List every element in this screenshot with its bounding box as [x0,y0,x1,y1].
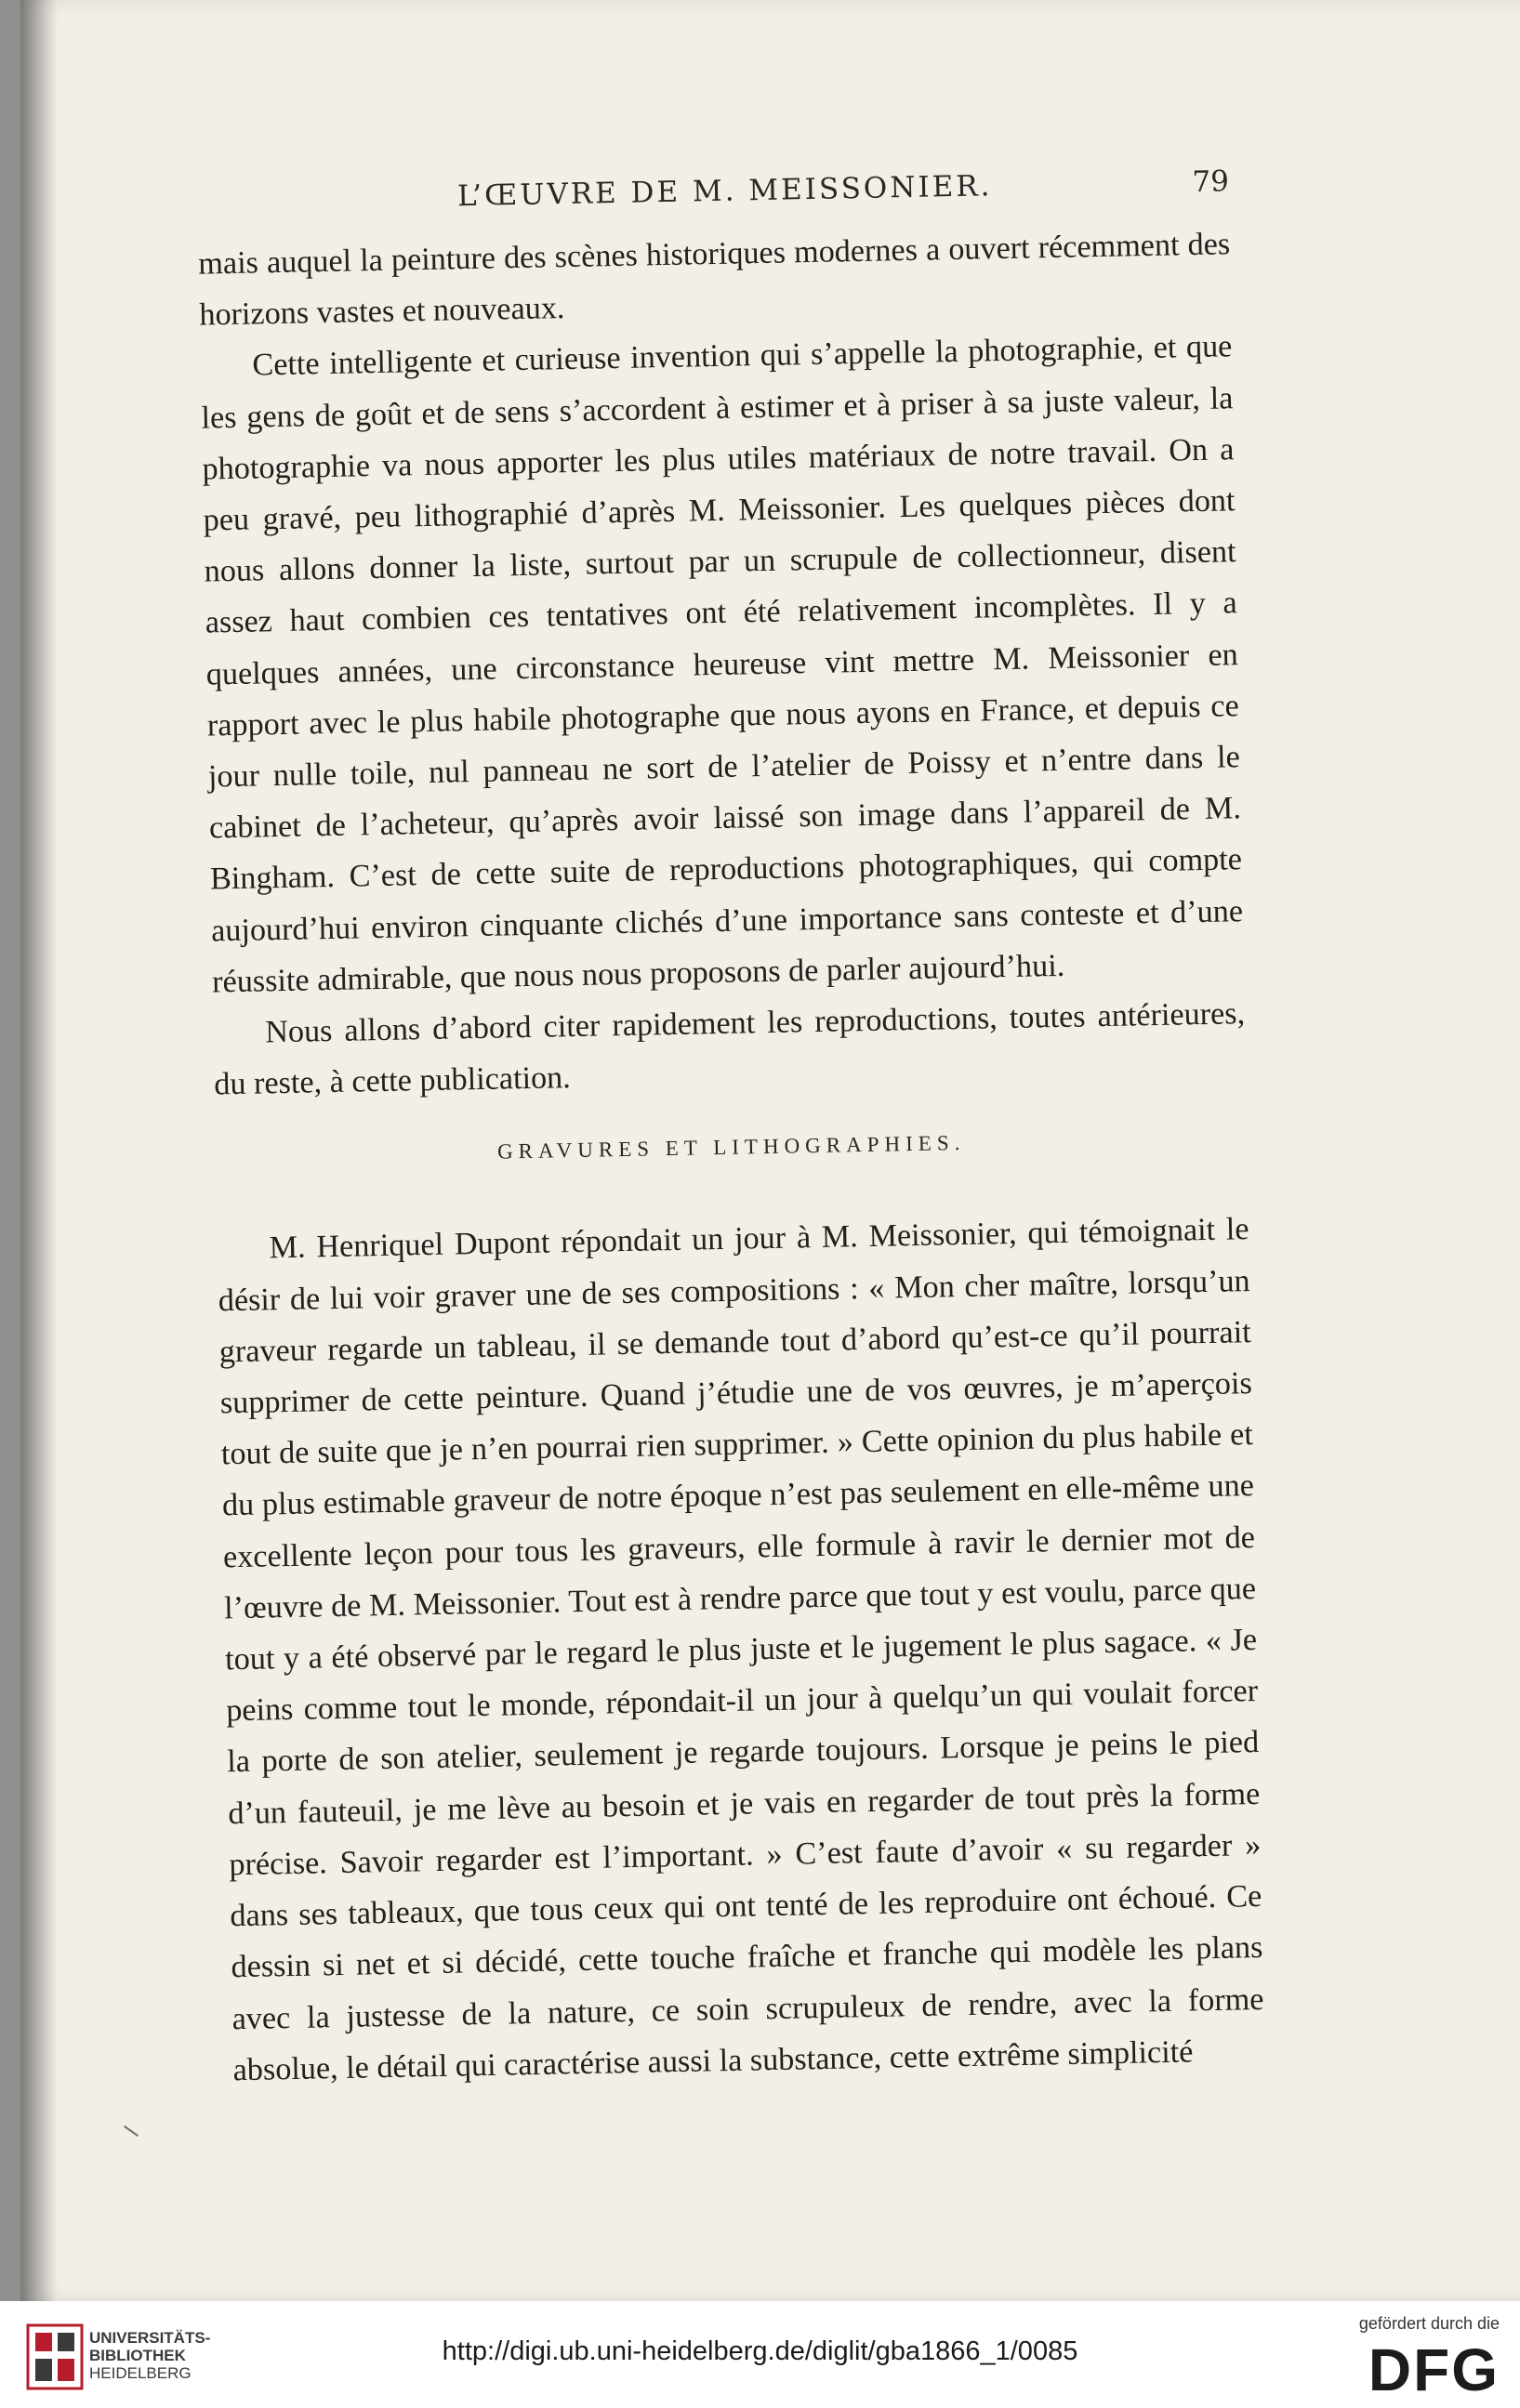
running-title: L’ŒUVRE DE M. MEISSONIER. [456,169,993,214]
paragraph: mais auquel la peinture des scènes historiques modernes a ouvert récemment des horizons vastes et nouveaux. [197,227,1231,333]
paragraph: Cette intelligente et curieuse invention qui s’appelle la photographie, et que les gens de goût et de sens s’accordent à estimer et à priser à sa juste valeur, la photographie va nous apporter les plus utiles matériaux de notre travail. On a peu gravé, peu lithographié d’après M. Meissonier. Les quelques pièces dont nous allons donner la liste, surtout par un scrupule de collectionneur, disent assez haut combien ces tentatives ont été relativement incomplètes. Il y a quelques années, une circonstance heureuse vint mettre M. Meissonier en rapport avec le plus habile photographe que nous ayons en France, et depuis ce jour nulle toile, nul panneau ne sort de l’atelier de Poissy et n’entre dans le cabinet de l’acheteur, qu’après avoir laissé son image dans l’appareil de M. Bingham. C’est de cette suite de reproductions photographiques, qui compte aujourd’hui environ cinquante clichés d’une importance sans conteste et d’une réussite admirable, que nous nous proposons de parler aujourd’hui. [201,329,1244,1000]
library-name-line: BIBLIOTHEK [89,2347,186,2364]
library-name-line: UNIVERSITÄTS- [89,2329,211,2347]
footer-bar [0,2301,1520,2408]
page-edge-shadow [20,0,58,2301]
running-head [197,164,1230,221]
source-url-link[interactable]: http://digi.ub.uni-heidelberg.de/diglit/gba1866_1/0085 [442,2336,1078,2366]
paragraph: Nous allons d’abord citer rapidement les reproductions, toutes antérieures, du reste, à cette publication. [213,996,1246,1102]
library-name-line: HEIDELBERG [89,2364,192,2382]
page-content [193,0,1264,2087]
body-text [198,218,1265,2096]
section-heading: GRAVURES ET LITHOGRAPHIES. [496,1131,966,1165]
stray-mark [124,2125,139,2137]
funding-note: gefördert durch die [1358,2314,1500,2333]
book-page [20,0,1520,2301]
page-number: 79 [1192,164,1230,200]
dfg-logo: DFG [1368,2336,1500,2403]
paragraph: M. Henriquel Dupont répondait un jour à M. Meissonier, qui témoignait le désir de lui voir graver une de ses compositions : « Mon cher maître, lorsqu’un graveur regarde un tableau, il se demande tout d’abord qu’est-ce qu’il pourrait supprimer de cette peinture. Quand j’étudie une de vos œuvres, je m’aperçois tout de suite que je n’en pourrai rien supprimer. » Cette opinion du plus habile et du plus estimable graveur de notre époque n’est pas seulement en elle-même une excellente leçon pour tous les graveurs, elle formule à ravir le dernier mot de l’œuvre de M. Meissonier. Tout est à rendre parce que tout y est voulu, parce que tout y a été observé par le regard le plus juste et le jugement le plus sagace. « Je peins comme tout le monde, répondait-il un jour à quelqu’un qui voulait forcer la porte de son atelier, seulement je regarde toujours. Lorsque je peins le pied d’un fauteuil, je me lève au besoin et je vais en regarder de tout près la forme précise. Savoir regarder est l’important. » C’est faute d’avoir « su regarder » dans ses tableaux, que tous ceux qui ont tenté de les reproduire ont échoué. Ce dessin si net et si décidé, cette touche fraîche et franche qui modèle les plans avec la justesse de la nature, ce soin scrupuleux de rendre, avec la forme absolue, le détail qui caractérise aussi la substance, cette extrême simplicité [218,1212,1264,2087]
